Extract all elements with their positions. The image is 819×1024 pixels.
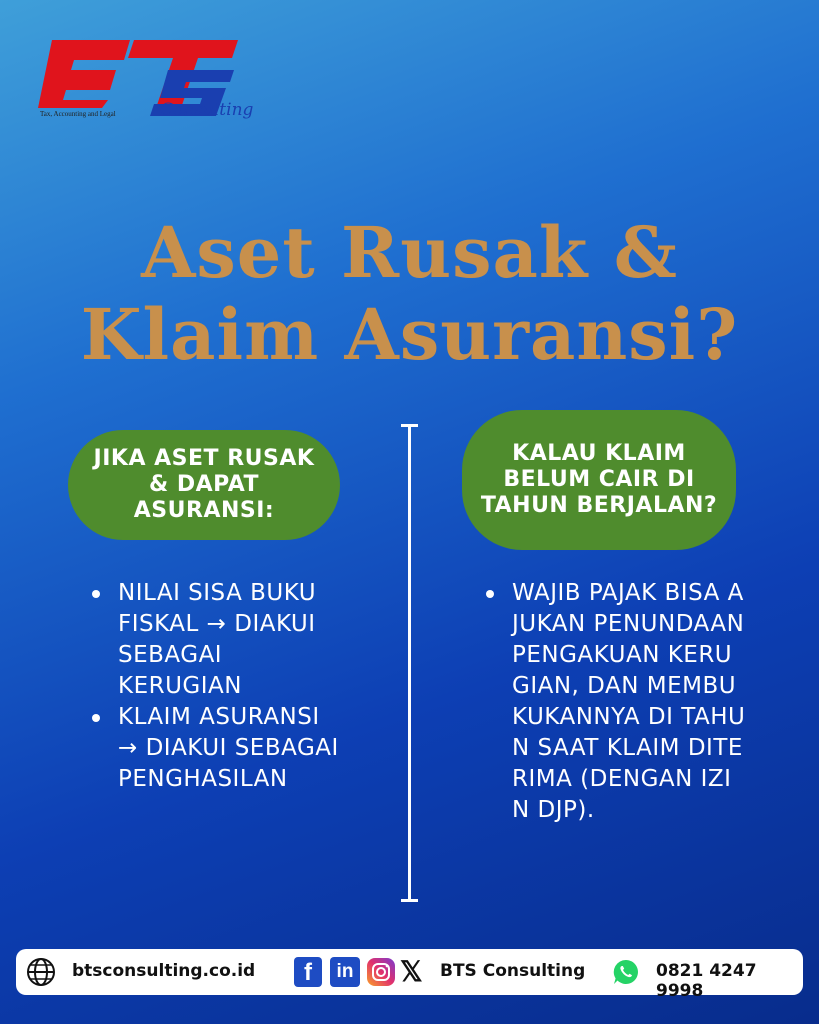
- instagram-icon[interactable]: [366, 957, 396, 987]
- left-bullet-list: [90, 578, 340, 795]
- left-heading-pill: [68, 430, 340, 540]
- column-divider: [408, 424, 411, 902]
- facebook-icon[interactable]: f: [294, 957, 322, 987]
- list-item: WAJIB PAJAK BISA AJUKAN PENUNDAAN PENGAKUAN KERUGIAN, DAN MEMBUKUKANNYA DI TAHUN SAAT KLAIM DITERIMA (DENGAN IZIN DJP).: [484, 578, 749, 826]
- whatsapp-icon[interactable]: [612, 958, 640, 986]
- globe-icon: [26, 957, 56, 987]
- list-item: KLAIM ASURANSI → DIAKUI SEBAGAI PENGHASILAN: [90, 702, 340, 795]
- x-icon[interactable]: 𝕏: [400, 956, 423, 987]
- social-account-name: BTS Consulting: [440, 961, 586, 981]
- right-heading: KALAU KLAIM BELUM CAIR DI TAHUN BERJALAN?: [480, 441, 718, 518]
- logo-tagline: Tax, Accounting and Legal: [40, 110, 116, 118]
- right-bullet-list: [484, 578, 749, 826]
- title-line-2: Klaim Asuransi?: [80, 293, 739, 376]
- title-line-1: Aset Rusak &: [141, 211, 678, 294]
- contact-footer: [16, 949, 803, 1001]
- left-heading: JIKA ASET RUSAK & DAPAT ASURANSI:: [93, 446, 315, 523]
- logo-consulting-text: Consulting: [160, 100, 254, 120]
- phone-number[interactable]: 0821 4247 9998: [656, 961, 757, 1001]
- linkedin-icon[interactable]: in: [330, 957, 360, 987]
- list-item: NILAI SISA BUKU FISKAL → DIAKUI SEBAGAI KERUGIAN: [90, 578, 340, 702]
- right-heading-pill: [462, 410, 736, 550]
- website-link[interactable]: btsconsulting.co.id: [72, 961, 256, 981]
